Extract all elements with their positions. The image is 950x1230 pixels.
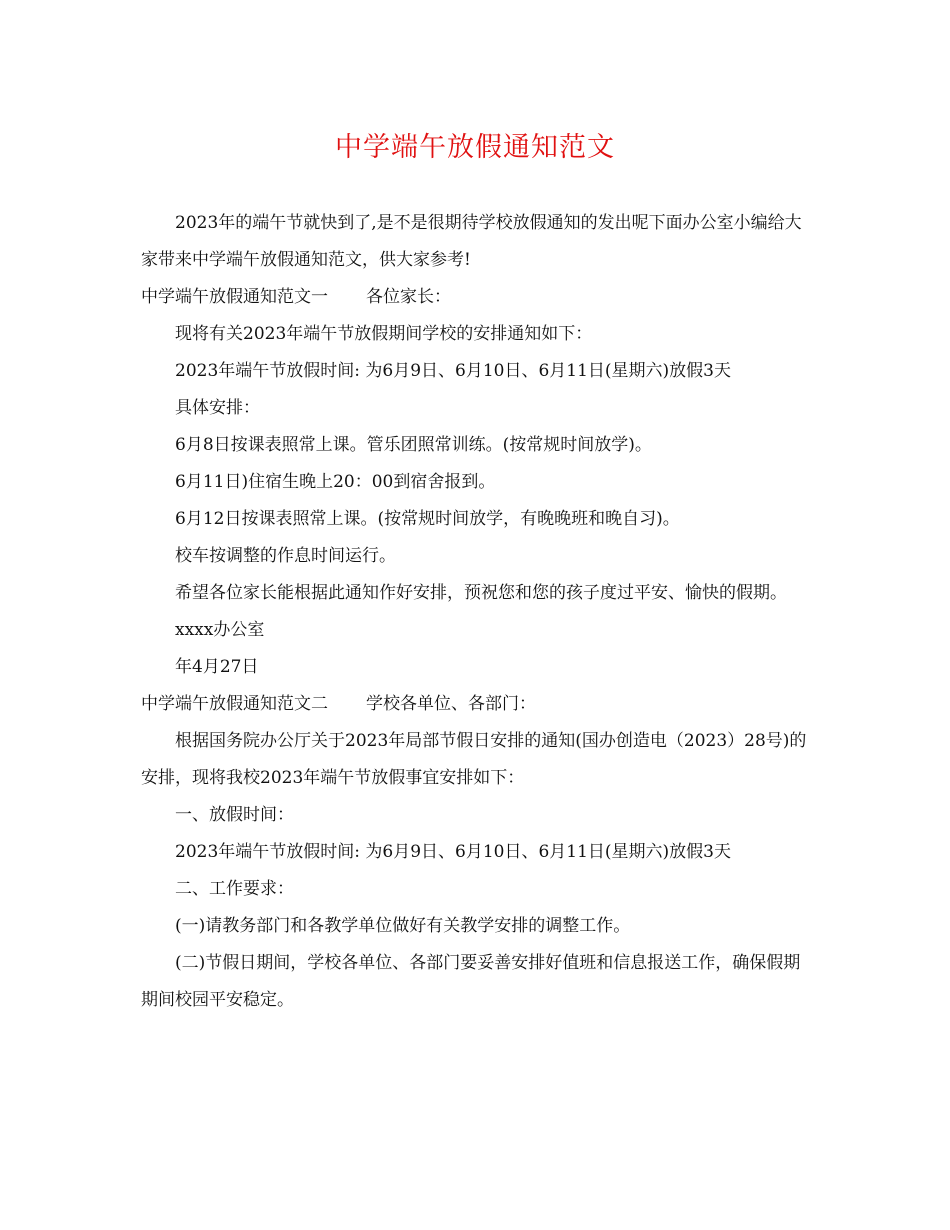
signature-office: xxxx办公室 <box>175 620 265 640</box>
paragraph: 一、放假时间： <box>175 805 294 825</box>
paragraph: (一)请教务部门和各教学单位做好有关教学安排的调整工作。 <box>175 916 631 936</box>
document-body <box>141 205 811 1019</box>
paragraph: 二、工作要求： <box>175 879 294 899</box>
section-two-title: 中学端午放假通知范文二 <box>141 694 328 714</box>
paragraph: 6月8日按课表照常上课。管乐团照常训练。(按常规时间放学)。 <box>175 435 652 455</box>
paragraph: 具体安排： <box>175 398 260 418</box>
paragraph: 根据国务院办公厅关于2023年局部节假日安排的通知(国办创造电（2023）28号)的安排，现将我校2023年端午节放假事宜安排如下： <box>141 731 807 788</box>
paragraph: 校车按调整的作息时间运行。 <box>175 546 396 566</box>
paragraph: 6月12日按课表照常上课。(按常规时间放学，有晚晚班和晚自习)。 <box>175 509 680 529</box>
section-heading-one <box>141 279 811 316</box>
paragraph: 希望各位家长能根据此通知作好安排，预祝您和您的孩子度过平安、愉快的假期。 <box>175 583 787 603</box>
signature-date: 年4月27日 <box>175 657 259 677</box>
section-heading-two <box>141 686 811 723</box>
section-two-salutation: 学校各单位、各部门： <box>366 694 536 714</box>
section-one-salutation: 各位家长： <box>366 287 451 307</box>
intro-paragraph: 2023年的端午节就快到了,是不是很期待学校放假通知的发出呢下面办公室小编给大家带来中学端午放假通知范文，供大家参考! <box>141 213 802 270</box>
paragraph: 6月11日)住宿生晚上20：00到宿舍报到。 <box>175 472 496 492</box>
document-title: 中学端午放假通知范文 <box>335 132 615 163</box>
paragraph: 2023年端午节放假时间: 为6月9日、6月10日、6月11日(星期六)放假3天 <box>175 361 732 381</box>
paragraph: 现将有关2023年端午节放假期间学校的安排通知如下： <box>175 324 593 344</box>
section-one-title: 中学端午放假通知范文一 <box>141 287 328 307</box>
paragraph: (二)节假日期间，学校各单位、各部门要妥善安排好值班和信息报送工作，确保假期期间校园平安稳定。 <box>141 953 801 1010</box>
paragraph: 2023年端午节放假时间: 为6月9日、6月10日、6月11日(星期六)放假3天 <box>175 842 732 862</box>
